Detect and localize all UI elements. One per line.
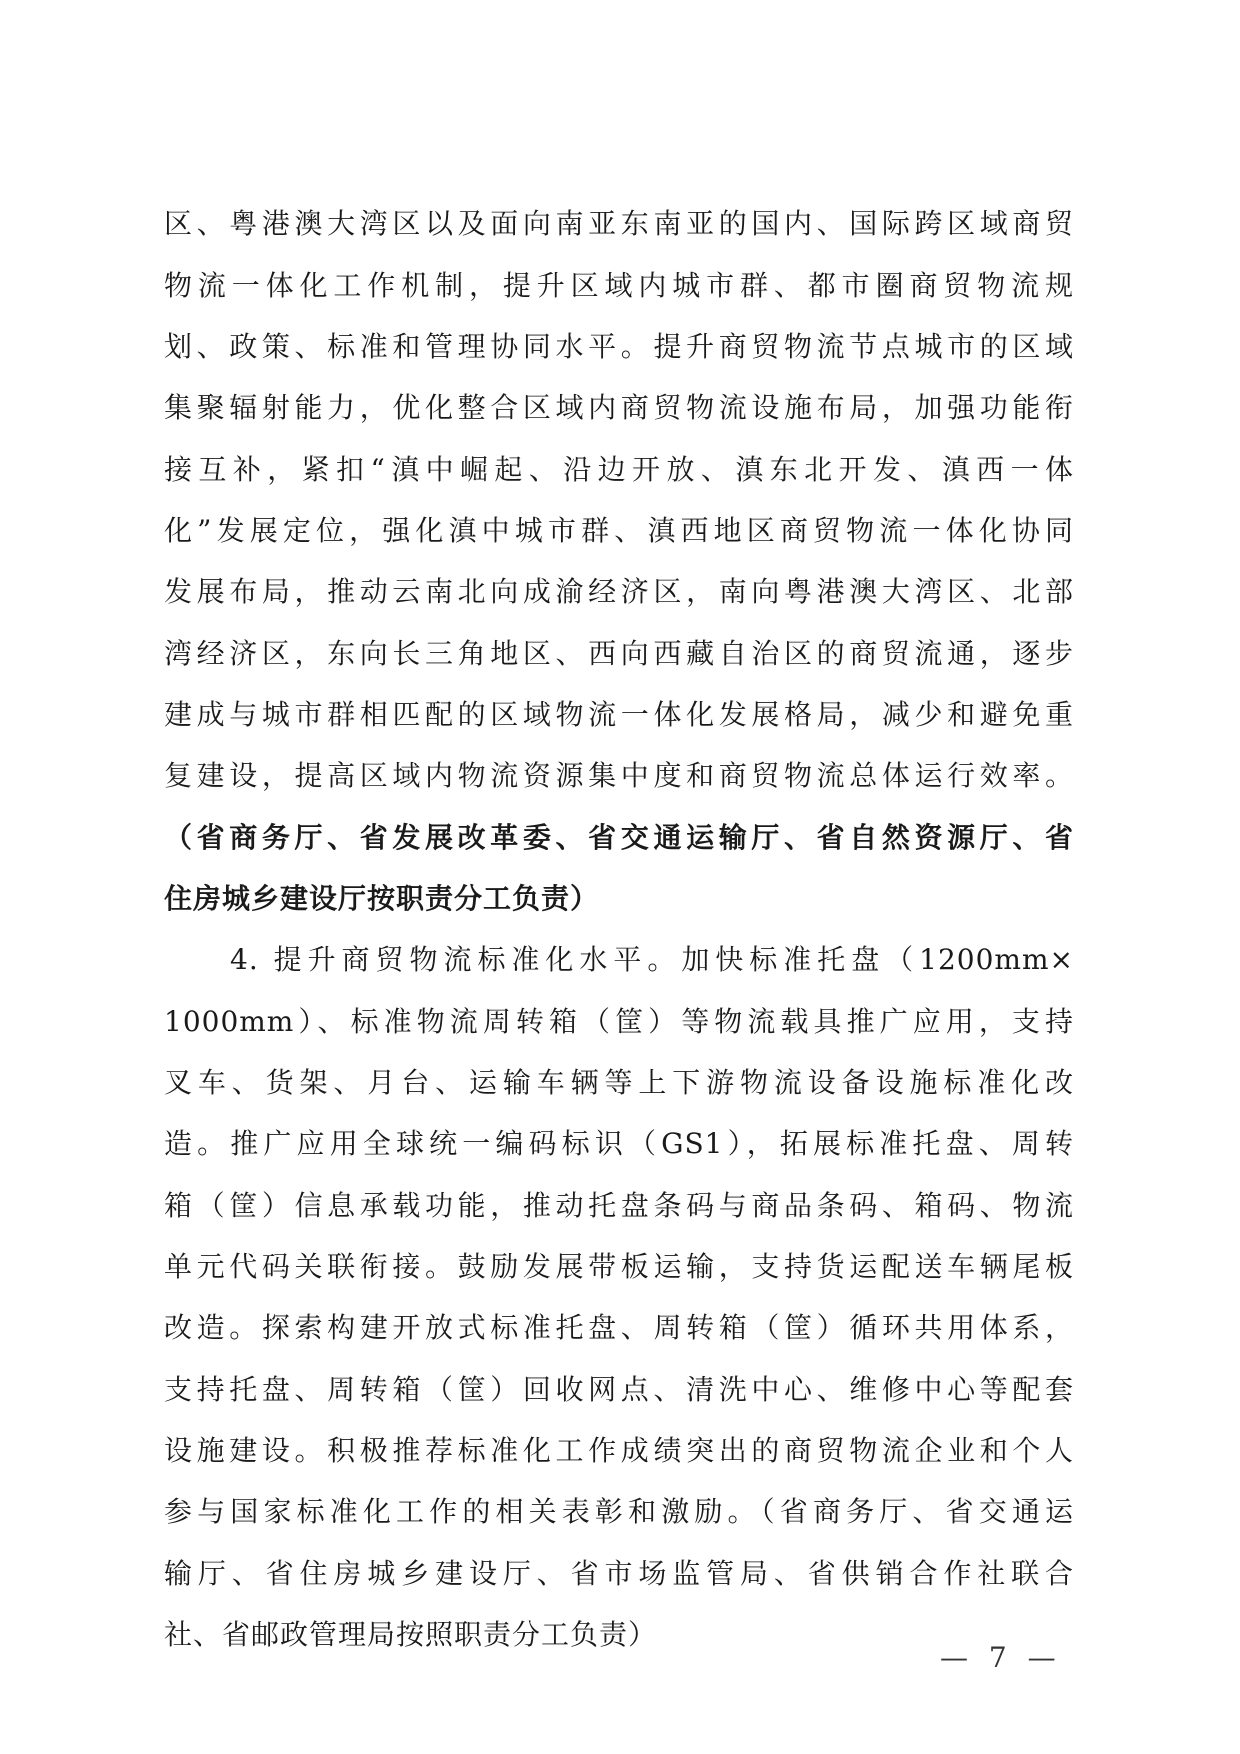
- body-line: 输厅、省住房城乡建设厅、省市场监管局、省供销合作社联合: [164, 1557, 1074, 1590]
- body-line: 1000mm）、标准物流周转箱（筐）等物流载具推广应用，支持: [164, 1005, 1074, 1038]
- section-heading-line: 4. 提升商贸物流标准化水平。加快标准托盘（1200mm×: [230, 943, 1074, 976]
- body-line: 区、粤港澳大湾区以及面向南亚东南亚的国内、国际跨区域商贸: [164, 207, 1074, 240]
- body-line: 复建设，提高区域内物流资源集中度和商贸物流总体运行效率。: [164, 759, 1074, 792]
- body-line: 发展布局，推动云南北向成渝经济区，南向粤港澳大湾区、北部: [164, 575, 1074, 608]
- body-line: 集聚辐射能力，优化整合区域内商贸物流设施布局，加强功能衔: [164, 391, 1074, 424]
- body-line: 化”发展定位，强化滇中城市群、滇西地区商贸物流一体化协同: [164, 514, 1074, 547]
- body-line: 支持托盘、周转箱（筐）回收网点、清洗中心、维修中心等配套: [164, 1373, 1074, 1406]
- body-line: 接互补，紧扣“滇中崛起、沿边开放、滇东北开发、滇西一体: [164, 453, 1074, 486]
- body-line: 造。推广应用全球统一编码标识（GS1），拓展标准托盘、周转: [164, 1127, 1074, 1160]
- body-line: 叉车、货架、月台、运输车辆等上下游物流设备设施标准化改: [164, 1066, 1074, 1099]
- page-number: — 7 —: [940, 1641, 1062, 1674]
- responsibility-note-line: 住房城乡建设厅按职责分工负责）: [164, 882, 600, 915]
- body-line: 设施建设。积极推荐标准化工作成绩突出的商贸物流企业和个人: [164, 1434, 1074, 1467]
- body-line: 社、省邮政管理局按照职责分工负责）: [164, 1618, 658, 1651]
- body-line: 改造。探索构建开放式标准托盘、周转箱（筐）循环共用体系，: [164, 1311, 1074, 1344]
- responsibility-note-line: （省商务厅、省发展改革委、省交通运输厅、省自然资源厅、省: [164, 821, 1074, 854]
- body-line: 参与国家标准化工作的相关表彰和激励。（省商务厅、省交通运: [164, 1495, 1074, 1528]
- body-line: 划、政策、标准和管理协同水平。提升商贸物流节点城市的区域: [164, 330, 1074, 363]
- body-line: 湾经济区，东向长三角地区、西向西藏自治区的商贸流通，逐步: [164, 637, 1074, 670]
- body-line: 物流一体化工作机制，提升区域内城市群、都市圈商贸物流规: [164, 269, 1074, 302]
- body-line: 箱（筐）信息承载功能，推动托盘条码与商品条码、箱码、物流: [164, 1189, 1074, 1222]
- body-line: 建成与城市群相匹配的区域物流一体化发展格局，减少和避免重: [164, 698, 1074, 731]
- body-line: 单元代码关联衔接。鼓励发展带板运输，支持货运配送车辆尾板: [164, 1250, 1074, 1283]
